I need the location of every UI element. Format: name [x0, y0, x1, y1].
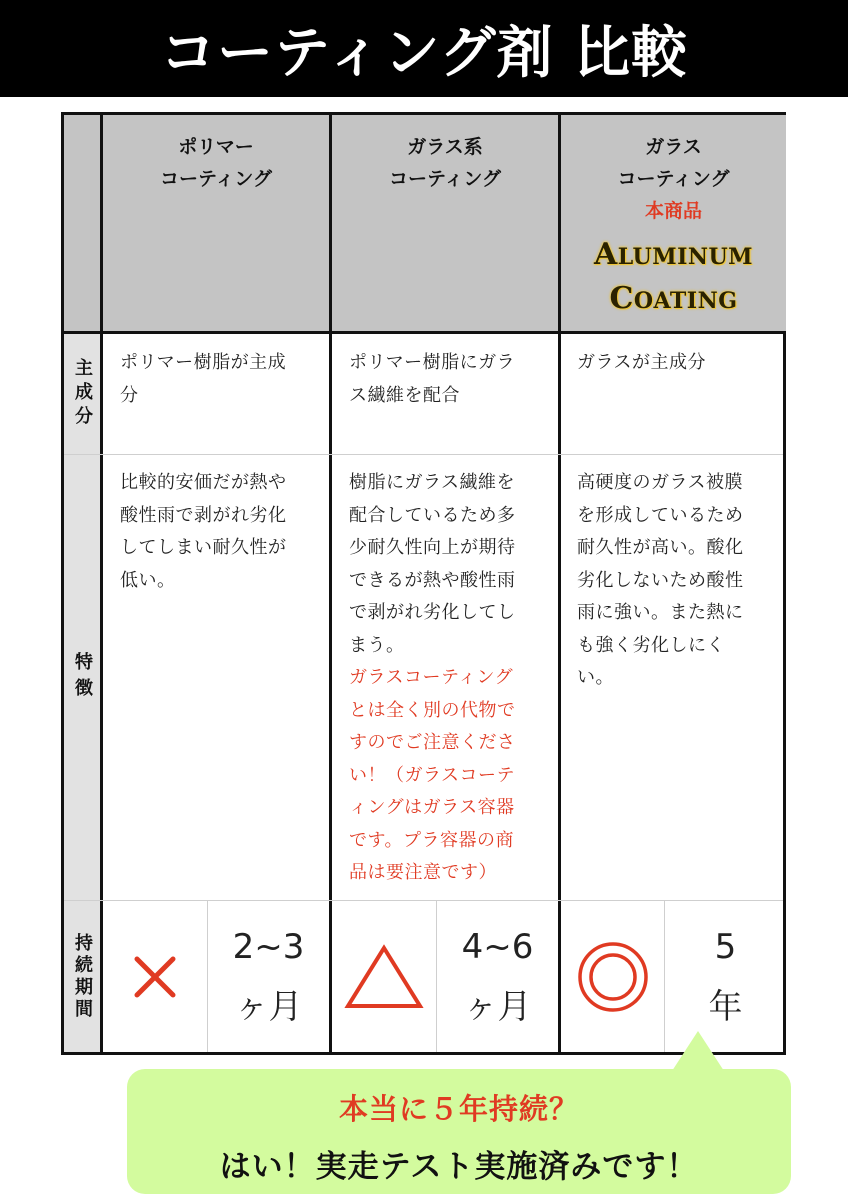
- composition-glass-based: ポリマー樹脂にガラ ス繊維を配合: [349, 352, 516, 406]
- composition-polymer: ポリマー樹脂が主成 分: [120, 352, 287, 406]
- duration-polymer-value-line1: 2~3: [232, 926, 305, 967]
- grid-line: [436, 901, 437, 1052]
- header-glass-based: [332, 115, 558, 331]
- row-label-features: [64, 455, 100, 900]
- grid-line: [329, 115, 332, 1052]
- row-label-composition-text: 主成分: [72, 358, 93, 430]
- header-glass-line1: ガラス: [645, 136, 702, 158]
- double-circle-mark-icon: [576, 940, 650, 1014]
- duration-polymer-value-line2: ヶ月: [234, 986, 303, 1027]
- features-glass-based-warning: ガラスコーティング とは全く別の代物で すのでご注意くださ い！（ガラスコーテ ィングはガラス容器 です。プラ容器の商 品は要注意です）: [349, 667, 516, 883]
- triangle-mark-icon: [344, 944, 424, 1010]
- features-glass-based: [349, 467, 554, 890]
- corner-cell: [64, 115, 100, 331]
- aluminum-coating-logo: [561, 235, 786, 323]
- this-product-badge: 本商品: [644, 200, 702, 222]
- duration-glass-based-value-line2: ヶ月: [463, 986, 532, 1027]
- row-label-duration: [64, 901, 100, 1052]
- duration-glass-value-line1: 5: [714, 926, 737, 967]
- header-glass: [561, 115, 786, 331]
- callout-tail: [672, 1031, 724, 1071]
- row-label-composition: [64, 334, 100, 454]
- duration-glass-value-line2: 年: [708, 986, 743, 1027]
- grid-line: [64, 331, 783, 334]
- grid-line: [64, 900, 783, 901]
- logo-line1: ALUMINUM: [593, 237, 754, 272]
- logo-line1-rest: LUMINUM: [617, 244, 754, 270]
- callout-answer: はい！実走テスト実施済みです！: [219, 1149, 699, 1185]
- duration-glass-rating: [561, 901, 664, 1052]
- features-polymer: 比較的安価だが熱や 酸性雨で剥がれ劣化 してしまい耐久性が 低い。: [120, 472, 287, 591]
- grid-line: [207, 901, 208, 1052]
- grid-line: [64, 454, 783, 455]
- duration-polymer-value: [208, 901, 329, 1052]
- header-polymer: [103, 115, 329, 331]
- duration-glass-based-rating: [332, 901, 436, 1052]
- grid-line: [100, 115, 103, 1052]
- composition-glass: ガラスが主成分: [577, 352, 706, 373]
- row-label-duration-text: 持続期間: [72, 932, 93, 1021]
- callout-bubble: [127, 1069, 791, 1194]
- logo-line2-rest: OATING: [633, 288, 738, 314]
- header-glass-line2: コーティング: [617, 168, 730, 190]
- duration-glass-value: [665, 901, 786, 1052]
- header-glass-based-line1: ガラス系: [407, 136, 483, 158]
- grid-line: [558, 115, 561, 1052]
- row-label-features-text: 特徴: [72, 651, 93, 704]
- header-polymer-line2: コーティング: [159, 168, 273, 190]
- features-glass: 高硬度のガラス被膜 を形成しているため 耐久性が高い。酸化 劣化しないため酸性 雨に強い。また熱に も強く劣化しにく い。: [577, 472, 744, 688]
- features-glass-based-text: 樹脂にガラス繊維を 配合しているため多 少耐久性向上が期待 できるが熱や酸性雨 で剥がれ劣化してし まう。: [349, 472, 516, 656]
- header-glass-based-line2: コーティング: [388, 168, 502, 190]
- cross-mark-icon: [132, 954, 178, 1000]
- logo-line2: COATING: [609, 281, 738, 316]
- grid-line: [664, 901, 665, 1052]
- duration-glass-based-value-line1: 4~6: [461, 926, 534, 967]
- comparison-table: [61, 112, 786, 1055]
- page-title: コーティング剤 比較: [0, 0, 848, 97]
- duration-glass-based-value: [437, 901, 558, 1052]
- duration-polymer-rating: [103, 901, 207, 1052]
- callout-question: 本当に５年持続？: [338, 1092, 579, 1126]
- header-polymer-line1: ポリマー: [178, 136, 254, 158]
